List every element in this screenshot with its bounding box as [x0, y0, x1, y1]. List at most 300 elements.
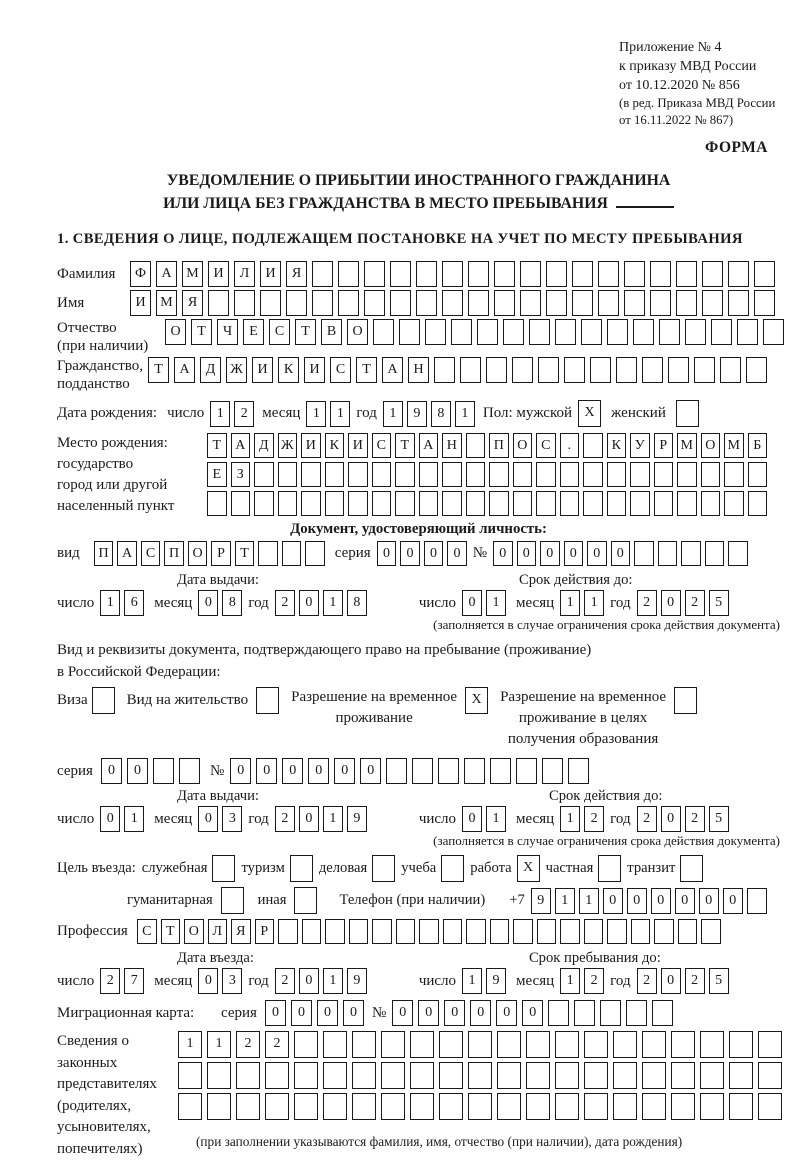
char-box[interactable] [650, 261, 671, 287]
char-box[interactable] [598, 261, 619, 287]
char-box[interactable] [236, 1093, 260, 1120]
char-box[interactable]: И [304, 357, 325, 383]
char-box[interactable] [349, 919, 369, 944]
char-box[interactable] [642, 1062, 666, 1089]
char-box[interactable] [607, 919, 627, 944]
char-box[interactable]: Я [182, 290, 203, 316]
char-box[interactable]: Д [200, 357, 221, 383]
char-box[interactable] [555, 319, 576, 345]
char-box[interactable] [442, 261, 463, 287]
char-box[interactable]: 0 [699, 888, 719, 914]
char-box[interactable] [494, 261, 515, 287]
char-box[interactable] [441, 855, 464, 882]
char-box[interactable]: 0 [334, 758, 355, 784]
char-box[interactable]: 8 [222, 590, 242, 616]
char-box[interactable]: 1 [555, 888, 575, 914]
char-box[interactable]: Ф [130, 261, 151, 287]
char-box[interactable]: 8 [347, 590, 367, 616]
char-box[interactable]: 0 [424, 541, 444, 566]
char-box[interactable]: О [188, 541, 208, 566]
char-box[interactable] [668, 357, 689, 383]
char-box[interactable] [442, 491, 462, 516]
char-box[interactable] [630, 462, 650, 487]
char-box[interactable] [294, 887, 317, 914]
char-box[interactable] [466, 462, 486, 487]
char-box[interactable] [616, 357, 637, 383]
char-box[interactable]: 0 [100, 806, 120, 832]
char-box[interactable]: О [347, 319, 368, 345]
char-box[interactable]: 0 [603, 888, 623, 914]
char-box[interactable] [386, 758, 407, 784]
char-box[interactable] [754, 290, 775, 316]
char-box[interactable]: 0 [517, 541, 537, 566]
char-box[interactable]: 0 [343, 1000, 364, 1026]
char-box[interactable] [513, 462, 533, 487]
char-box[interactable]: К [278, 357, 299, 383]
char-box[interactable] [477, 319, 498, 345]
char-box[interactable]: М [724, 433, 744, 458]
char-box[interactable]: О [701, 433, 721, 458]
char-box[interactable]: 3 [222, 968, 242, 994]
char-box[interactable] [153, 758, 174, 784]
char-box[interactable] [560, 491, 580, 516]
char-box[interactable]: А [156, 261, 177, 287]
char-box[interactable] [364, 261, 385, 287]
char-box[interactable]: 9 [486, 968, 506, 994]
char-box[interactable]: М [182, 261, 203, 287]
char-box[interactable] [231, 491, 251, 516]
char-box[interactable]: О [184, 919, 204, 944]
char-box[interactable] [676, 261, 697, 287]
char-box[interactable] [702, 290, 723, 316]
char-box[interactable] [583, 433, 603, 458]
char-box[interactable] [607, 491, 627, 516]
char-box[interactable]: Т [148, 357, 169, 383]
char-box[interactable]: X [578, 400, 601, 427]
char-box[interactable] [410, 1093, 434, 1120]
char-box[interactable]: С [536, 433, 556, 458]
char-box[interactable] [584, 919, 604, 944]
char-box[interactable]: 2 [685, 590, 705, 616]
char-box[interactable] [434, 357, 455, 383]
char-box[interactable]: О [513, 433, 533, 458]
char-box[interactable]: И [301, 433, 321, 458]
char-box[interactable] [654, 462, 674, 487]
char-box[interactable] [583, 462, 603, 487]
char-box[interactable]: 0 [127, 758, 148, 784]
char-box[interactable] [468, 1062, 492, 1089]
char-box[interactable]: 0 [198, 590, 218, 616]
char-box[interactable] [503, 319, 524, 345]
char-box[interactable]: 0 [587, 541, 607, 566]
char-box[interactable]: 2 [637, 968, 657, 994]
char-box[interactable]: 0 [256, 758, 277, 784]
char-box[interactable] [390, 290, 411, 316]
char-box[interactable]: 0 [661, 968, 681, 994]
char-box[interactable]: 0 [462, 590, 482, 616]
char-box[interactable] [364, 290, 385, 316]
char-box[interactable] [624, 261, 645, 287]
char-box[interactable] [631, 919, 651, 944]
char-box[interactable] [642, 1093, 666, 1120]
char-box[interactable] [746, 357, 767, 383]
char-box[interactable] [520, 261, 541, 287]
char-box[interactable] [221, 887, 244, 914]
char-box[interactable]: К [325, 433, 345, 458]
char-box[interactable]: 2 [265, 1031, 289, 1058]
char-box[interactable] [489, 491, 509, 516]
char-box[interactable]: Т [191, 319, 212, 345]
char-box[interactable]: А [174, 357, 195, 383]
char-box[interactable] [572, 261, 593, 287]
char-box[interactable]: 1 [100, 590, 120, 616]
char-box[interactable] [381, 1093, 405, 1120]
char-box[interactable] [546, 290, 567, 316]
char-box[interactable] [705, 541, 725, 566]
char-box[interactable] [652, 1000, 673, 1026]
char-box[interactable] [555, 1031, 579, 1058]
char-box[interactable] [728, 261, 749, 287]
char-box[interactable] [572, 290, 593, 316]
char-box[interactable]: 0 [317, 1000, 338, 1026]
char-box[interactable] [372, 491, 392, 516]
char-box[interactable]: 2 [275, 590, 295, 616]
char-box[interactable] [439, 1031, 463, 1058]
char-box[interactable] [286, 290, 307, 316]
char-box[interactable]: Р [654, 433, 674, 458]
char-box[interactable]: Я [231, 919, 251, 944]
char-box[interactable] [207, 1062, 231, 1089]
char-box[interactable]: Е [243, 319, 264, 345]
char-box[interactable]: 1 [178, 1031, 202, 1058]
char-box[interactable] [526, 1031, 550, 1058]
char-box[interactable]: 1 [306, 401, 326, 427]
char-box[interactable]: А [231, 433, 251, 458]
char-box[interactable]: X [517, 855, 540, 882]
char-box[interactable] [700, 1093, 724, 1120]
char-box[interactable] [92, 687, 115, 714]
char-box[interactable]: 0 [282, 758, 303, 784]
char-box[interactable] [700, 1031, 724, 1058]
char-box[interactable]: 8 [431, 401, 451, 427]
char-box[interactable] [352, 1031, 376, 1058]
char-box[interactable] [338, 290, 359, 316]
char-box[interactable] [560, 462, 580, 487]
char-box[interactable] [348, 462, 368, 487]
char-box[interactable]: Н [408, 357, 429, 383]
char-box[interactable]: 0 [230, 758, 251, 784]
char-box[interactable] [555, 1062, 579, 1089]
char-box[interactable]: Т [235, 541, 255, 566]
char-box[interactable] [439, 1062, 463, 1089]
char-box[interactable]: 0 [462, 806, 482, 832]
char-box[interactable]: 2 [637, 806, 657, 832]
char-box[interactable] [301, 462, 321, 487]
char-box[interactable]: 1 [462, 968, 482, 994]
char-box[interactable] [642, 1031, 666, 1058]
char-box[interactable]: В [321, 319, 342, 345]
char-box[interactable]: Н [442, 433, 462, 458]
char-box[interactable]: 2 [685, 968, 705, 994]
char-box[interactable] [700, 1062, 724, 1089]
char-box[interactable] [630, 491, 650, 516]
char-box[interactable]: О [165, 319, 186, 345]
char-box[interactable]: 2 [236, 1031, 260, 1058]
char-box[interactable]: 5 [709, 968, 729, 994]
char-box[interactable] [671, 1093, 695, 1120]
char-box[interactable] [624, 290, 645, 316]
char-box[interactable] [598, 855, 621, 882]
char-box[interactable]: 0 [496, 1000, 517, 1026]
char-box[interactable]: 9 [347, 806, 367, 832]
char-box[interactable]: И [130, 290, 151, 316]
char-box[interactable] [600, 1000, 621, 1026]
char-box[interactable]: С [141, 541, 161, 566]
char-box[interactable] [460, 357, 481, 383]
char-box[interactable]: 6 [124, 590, 144, 616]
char-box[interactable]: А [117, 541, 137, 566]
char-box[interactable]: 0 [661, 806, 681, 832]
char-box[interactable] [720, 357, 741, 383]
char-box[interactable] [338, 261, 359, 287]
char-box[interactable] [489, 462, 509, 487]
char-box[interactable] [526, 1062, 550, 1089]
char-box[interactable]: 0 [447, 541, 467, 566]
char-box[interactable]: 2 [275, 806, 295, 832]
char-box[interactable]: 0 [299, 806, 319, 832]
char-box[interactable]: 2 [637, 590, 657, 616]
char-box[interactable]: Т [295, 319, 316, 345]
char-box[interactable]: 1 [584, 590, 604, 616]
char-box[interactable] [212, 855, 235, 882]
char-box[interactable] [294, 1062, 318, 1089]
char-box[interactable]: С [330, 357, 351, 383]
char-box[interactable] [325, 462, 345, 487]
char-box[interactable]: 0 [291, 1000, 312, 1026]
char-box[interactable]: 0 [522, 1000, 543, 1026]
char-box[interactable] [685, 319, 706, 345]
char-box[interactable] [613, 1093, 637, 1120]
char-box[interactable] [542, 758, 563, 784]
char-box[interactable] [671, 1031, 695, 1058]
char-box[interactable] [312, 261, 333, 287]
char-box[interactable] [497, 1093, 521, 1120]
char-box[interactable] [724, 462, 744, 487]
char-box[interactable]: С [269, 319, 290, 345]
char-box[interactable] [442, 290, 463, 316]
char-box[interactable]: З [231, 462, 251, 487]
char-box[interactable] [702, 261, 723, 287]
char-box[interactable]: П [94, 541, 114, 566]
char-box[interactable] [258, 541, 278, 566]
char-box[interactable] [724, 491, 744, 516]
char-box[interactable] [758, 1031, 782, 1058]
char-box[interactable] [348, 491, 368, 516]
char-box[interactable] [729, 1093, 753, 1120]
char-box[interactable]: Ж [226, 357, 247, 383]
char-box[interactable]: 0 [265, 1000, 286, 1026]
char-box[interactable]: Д [254, 433, 274, 458]
char-box[interactable] [466, 919, 486, 944]
char-box[interactable] [654, 919, 674, 944]
char-box[interactable] [178, 1062, 202, 1089]
char-box[interactable]: 9 [531, 888, 551, 914]
char-box[interactable]: М [677, 433, 697, 458]
char-box[interactable] [658, 541, 678, 566]
char-box[interactable]: Л [234, 261, 255, 287]
char-box[interactable] [256, 687, 279, 714]
char-box[interactable]: Л [208, 919, 228, 944]
char-box[interactable] [694, 357, 715, 383]
char-box[interactable]: 1 [383, 401, 403, 427]
char-box[interactable]: 1 [579, 888, 599, 914]
char-box[interactable] [497, 1062, 521, 1089]
char-box[interactable] [207, 1093, 231, 1120]
char-box[interactable]: 1 [455, 401, 475, 427]
char-box[interactable] [529, 319, 550, 345]
char-box[interactable] [560, 919, 580, 944]
char-box[interactable]: 1 [124, 806, 144, 832]
char-box[interactable]: 0 [377, 541, 397, 566]
char-box[interactable]: Р [255, 919, 275, 944]
char-box[interactable] [234, 290, 255, 316]
char-box[interactable] [590, 357, 611, 383]
char-box[interactable] [574, 1000, 595, 1026]
char-box[interactable] [490, 758, 511, 784]
char-box[interactable]: К [607, 433, 627, 458]
char-box[interactable]: X [465, 687, 488, 714]
char-box[interactable]: 0 [418, 1000, 439, 1026]
char-box[interactable] [323, 1093, 347, 1120]
char-box[interactable] [373, 319, 394, 345]
char-box[interactable] [352, 1093, 376, 1120]
char-box[interactable]: 0 [675, 888, 695, 914]
char-box[interactable]: 1 [486, 590, 506, 616]
char-box[interactable] [676, 400, 699, 427]
char-box[interactable]: 1 [207, 1031, 231, 1058]
char-box[interactable] [265, 1093, 289, 1120]
char-box[interactable]: 1 [486, 806, 506, 832]
char-box[interactable]: Я [286, 261, 307, 287]
char-box[interactable] [701, 919, 721, 944]
char-box[interactable] [613, 1031, 637, 1058]
char-box[interactable] [425, 319, 446, 345]
char-box[interactable] [282, 541, 302, 566]
char-box[interactable] [323, 1031, 347, 1058]
char-box[interactable] [607, 462, 627, 487]
char-box[interactable]: Р [211, 541, 231, 566]
char-box[interactable] [516, 758, 537, 784]
char-box[interactable]: 2 [584, 968, 604, 994]
char-box[interactable]: П [164, 541, 184, 566]
char-box[interactable] [626, 1000, 647, 1026]
char-box[interactable]: 0 [564, 541, 584, 566]
char-box[interactable] [305, 541, 325, 566]
char-box[interactable] [290, 855, 313, 882]
char-box[interactable]: 0 [627, 888, 647, 914]
char-box[interactable] [451, 319, 472, 345]
char-box[interactable] [748, 491, 768, 516]
char-box[interactable]: 0 [493, 541, 513, 566]
char-box[interactable]: И [348, 433, 368, 458]
char-box[interactable] [294, 1031, 318, 1058]
char-box[interactable] [278, 919, 298, 944]
char-box[interactable]: И [260, 261, 281, 287]
char-box[interactable]: 0 [661, 590, 681, 616]
char-box[interactable] [538, 357, 559, 383]
char-box[interactable]: 0 [299, 590, 319, 616]
char-box[interactable] [754, 261, 775, 287]
char-box[interactable] [581, 319, 602, 345]
char-box[interactable]: Ж [278, 433, 298, 458]
char-box[interactable] [674, 687, 697, 714]
char-box[interactable] [352, 1062, 376, 1089]
char-box[interactable]: П [489, 433, 509, 458]
char-box[interactable] [442, 462, 462, 487]
char-box[interactable] [390, 261, 411, 287]
char-box[interactable] [419, 491, 439, 516]
char-box[interactable] [410, 1031, 434, 1058]
char-box[interactable] [208, 290, 229, 316]
char-box[interactable] [728, 541, 748, 566]
char-box[interactable] [729, 1031, 753, 1058]
char-box[interactable] [466, 491, 486, 516]
char-box[interactable] [294, 1093, 318, 1120]
char-box[interactable] [758, 1093, 782, 1120]
char-box[interactable]: 0 [651, 888, 671, 914]
char-box[interactable] [254, 462, 274, 487]
char-box[interactable] [312, 290, 333, 316]
char-box[interactable]: 1 [323, 968, 343, 994]
char-box[interactable]: И [252, 357, 273, 383]
char-box[interactable] [419, 919, 439, 944]
char-box[interactable] [443, 919, 463, 944]
char-box[interactable] [254, 491, 274, 516]
char-box[interactable] [323, 1062, 347, 1089]
char-box[interactable] [464, 758, 485, 784]
char-box[interactable] [438, 758, 459, 784]
char-box[interactable] [325, 919, 345, 944]
char-box[interactable]: 0 [392, 1000, 413, 1026]
char-box[interactable]: 2 [100, 968, 120, 994]
char-box[interactable] [613, 1062, 637, 1089]
char-box[interactable]: Ч [217, 319, 238, 345]
char-box[interactable] [584, 1093, 608, 1120]
char-box[interactable]: 0 [308, 758, 329, 784]
char-box[interactable]: Е [207, 462, 227, 487]
char-box[interactable] [763, 319, 784, 345]
char-box[interactable]: Т [207, 433, 227, 458]
char-box[interactable] [711, 319, 732, 345]
char-box[interactable] [584, 1062, 608, 1089]
char-box[interactable]: 1 [560, 590, 580, 616]
char-box[interactable] [265, 1062, 289, 1089]
char-box[interactable]: 5 [709, 590, 729, 616]
char-box[interactable] [395, 462, 415, 487]
char-box[interactable]: Т [161, 919, 181, 944]
char-box[interactable] [513, 491, 533, 516]
char-box[interactable]: 2 [234, 401, 254, 427]
char-box[interactable] [179, 758, 200, 784]
char-box[interactable] [497, 1031, 521, 1058]
char-box[interactable]: 1 [210, 401, 230, 427]
char-box[interactable] [555, 1093, 579, 1120]
char-box[interactable] [490, 919, 510, 944]
char-box[interactable] [419, 462, 439, 487]
char-box[interactable] [381, 1031, 405, 1058]
char-box[interactable] [568, 758, 589, 784]
char-box[interactable] [278, 491, 298, 516]
